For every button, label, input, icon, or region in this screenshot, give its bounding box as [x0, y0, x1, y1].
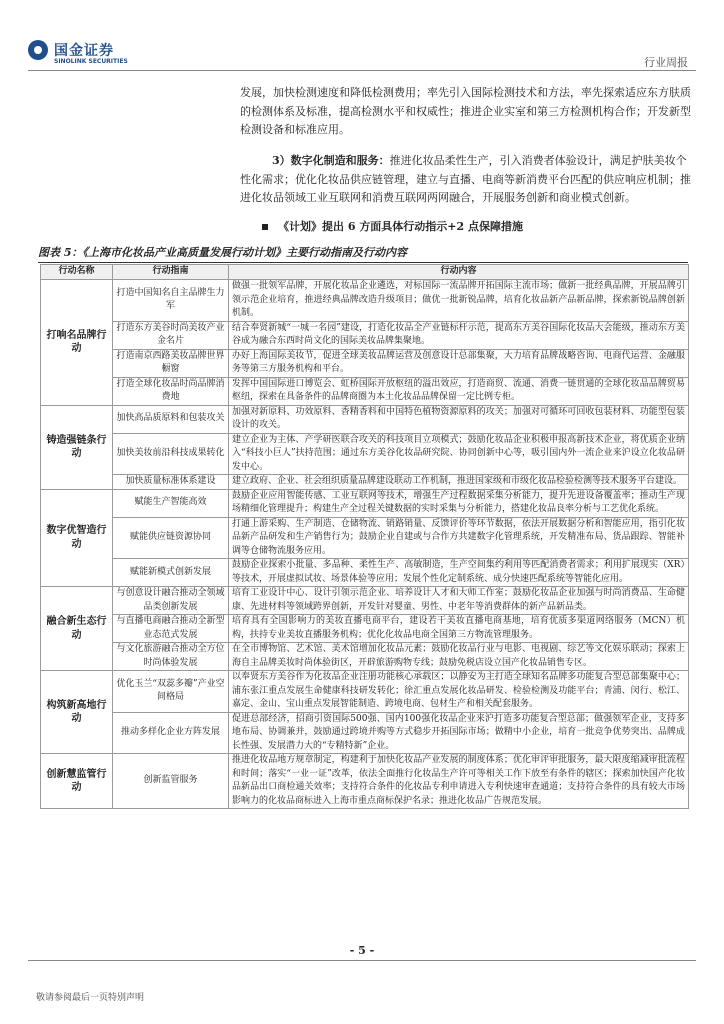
action-category: 构筑新高地行动	[41, 671, 113, 754]
action-category: 融合新生态行动	[41, 587, 113, 671]
action-content: 办好上海国际美妆节，促进全球美妆品牌运营及创意设计总部集聚，大力培育品牌战略咨询、电商代运营、金融服务等第三方服务机构和平台。	[229, 349, 689, 377]
header-divider	[28, 70, 696, 71]
footer-divider	[28, 960, 696, 961]
table-row	[41, 321, 689, 349]
action-content: 打通上游采购、生产制造、仓储物流、销路销量、反馈评价等环节数据，依法开展数据分析和智能应用，指引化妆品新产品研发和生产销售行为；鼓励企业自建或与合作方共建数字化管理系统，开发精准布局、货品跟踪、智能补调等仓储物流服务应用。	[229, 517, 689, 559]
table-header-row	[41, 265, 689, 280]
sinolink-logo-icon	[28, 40, 48, 60]
table-row	[41, 517, 689, 559]
section-bullet-text: 《计划》提出 6 方面具体行动指示+2 点保障措施	[278, 220, 524, 233]
table-row	[41, 433, 689, 475]
action-category: 数字优智造行动	[41, 489, 113, 587]
action-guide: 赋能供应链资源协同	[113, 517, 229, 559]
table-row	[41, 712, 689, 754]
action-content: 以奉贤东方美谷作为化妆品企业注册功能核心承载区；以静安为主打造全球知名品牌多功能复合型总部集聚中心；浦东张江重点发展生命健康科技研发转化；徐汇重点发展化妆品研发、检验检测及功能平台；青浦、闵行、松江、嘉定、金山、宝山重点发展智能制造、跨境电商、包材生产和相关配套服务。	[229, 671, 689, 713]
action-guide: 加快质量标准体系建设	[113, 475, 229, 490]
action-guide: 与文化旅游融合推动全方位时尚体验发展	[113, 643, 229, 671]
action-guide: 加快美妆前沿科技成果转化	[113, 433, 229, 475]
brand-name-cn: 国金证券	[54, 43, 114, 59]
action-category: 铸造强链条行动	[41, 405, 113, 489]
action-guide: 与创意设计融合推动全领域品类创新发展	[113, 587, 229, 615]
action-guide: 优化玉兰“双蕊多瓣”产业空间格局	[113, 671, 229, 713]
header-action-content: 行动内容	[229, 265, 689, 280]
action-content: 做强一批领军品牌，开展化妆品企业遴选，对标国际一流品牌开拓国际主流市场；做新一批经典品牌，开展品牌引领示范企业培育，推进经典品牌改造升级项目；做优一批新锐品牌，培育化妆品新产品新品牌，探索新锐品牌创新机制。	[229, 280, 689, 322]
table-row	[41, 754, 689, 809]
action-guide: 加快高品质原料和包装攻关	[113, 405, 229, 433]
action-content: 培育工业设计中心、设计引领示范企业、培养设计人才和大师工作室；鼓励化妆品企业加强与时尚消费品、生命健康、先进材料等领域跨界创新，开发针对婴童、男性、中老年等消费群体的新产品新品类。	[229, 587, 689, 615]
action-content: 鼓励企业探索小批量、多品种、柔性生产、高敏制造，生产空间集约利用等匹配消费者需求；利用扩展现实（XR）等技术，开展虚拟试妆、场景体验等应用；发展个性化定制系统、成分快速匹配系统等智能化应用。	[229, 559, 689, 587]
page-number: - 5 -	[349, 944, 375, 957]
action-content: 发挥中国国际进口博览会、虹桥国际开放枢纽的溢出效应，打造商贸、流通、消费一链贯通的全球化妆品品牌贸易枢纽，探索在具备条件的品牌商圈为本土化妆品品牌保留一定比例专柜。	[229, 377, 689, 405]
table-row	[41, 587, 689, 615]
disclaimer-note: 敬请参阅最后一页特别声明	[36, 993, 145, 1003]
action-content: 加强对新原料、功效原料、香精香料和中国特色植物资源原料的攻关；加强对可循环可回收包装材料、功能型包装设计的攻关。	[229, 405, 689, 433]
action-guide: 推动多样化企业方阵发展	[113, 712, 229, 754]
table-row	[41, 559, 689, 587]
figure-rule	[38, 262, 688, 263]
action-content: 培育具有全国影响力的美妆直播电商平台，建设若干美妆直播电商基地，培育优质多渠道网络服务（MCN）机构，扶持专业美妆直播服务机构；优化化妆品电商全国第三方物流管理服务。	[229, 615, 689, 643]
paragraph-digital	[240, 152, 692, 208]
square-bullet-icon	[262, 224, 268, 230]
action-guide: 赋能新模式创新发展	[113, 559, 229, 587]
header-action-name: 行动名称	[41, 265, 113, 280]
action-guide: 与直播电商融合推动全新型业态范式发展	[113, 615, 229, 643]
action-plan-table	[40, 264, 689, 809]
table-row	[41, 475, 689, 490]
brand-name-en: SINOLINK SECURITIES	[54, 58, 128, 65]
action-content: 结合奉贤新城“一城一名园”建设，打造化妆品全产业链标杆示范，提高东方美谷国际化妆品大会能级，推动东方美谷成为融合东西时尚文化的国际美妆品牌集聚地。	[229, 321, 689, 349]
action-category: 创新慧监管行动	[41, 754, 113, 809]
table-row	[41, 377, 689, 405]
action-content: 鼓励企业应用智能传感、工业互联网等技术，增强生产过程数据采集分析能力，提升先进设备覆盖率；推动生产现场精细化管理提升；构建生产全过程关键数据的实时采集与分析能力，搭建化妆品良率分析与工艺优化系统。	[229, 489, 689, 517]
section-bullet	[262, 218, 523, 234]
table-row	[41, 405, 689, 433]
paragraph-digital-title: 3）数字化制造和服务：	[272, 154, 390, 167]
table-row	[41, 489, 689, 517]
action-guide: 赋能生产智能高效	[113, 489, 229, 517]
table-row	[41, 643, 689, 671]
header-action-guide: 行动指南	[113, 265, 229, 280]
table-row	[41, 280, 689, 322]
action-category: 打响名品牌行动	[41, 280, 113, 406]
action-content: 建立企业为主体、产学研医联合攻关的科技项目立项模式；鼓励化妆品企业积极申报高新技术企业，将优质企业纳入“科技小巨人”扶持范围；通过东方美谷化妆品研究院、协同创新中心等，吸引国内外一流企业来沪设立化妆品研发中心。	[229, 433, 689, 475]
paragraph-testing: 发展，加快检测速度和降低检测费用；率先引入国际检测技术和方法，率先探索适应东方肤质的检测体系及标准，提高检测水平和权威性；推进企业实室和第三方检测机构合作；开发新型检测设备和标准应用。	[240, 86, 691, 136]
figure-title: 图表 5：《上海市化妆品产业高质量发展行动计划》主要行动指南及行动内容	[38, 246, 407, 259]
action-guide: 打造南京西路美妆品牌世界橱窗	[113, 349, 229, 377]
action-guide: 打造全球化妆品时尚品牌消费地	[113, 377, 229, 405]
table-row	[41, 671, 689, 713]
table-row	[41, 615, 689, 643]
action-guide: 创新监管服务	[113, 754, 229, 809]
action-guide: 打造东方美谷时尚美妆产业金名片	[113, 321, 229, 349]
table-row	[41, 349, 689, 377]
paragraph-digital-body: 推进化妆品柔性生产，引入消费者体验设计，满足护肤美妆个性化需求；优化化妆品供应链管理，建立与直播、电商等新消费平台匹配的供应响应机制；推进化妆品领域工业互联网和消费互联网两网融合，开展服务创新和商业模式创新。	[240, 154, 691, 204]
action-content: 在全市博物馆、艺术馆、美术馆增加化妆品元素；鼓励化妆品行业与电影、电视剧、综艺等文化娱乐联动；探索上海自主品牌美妆时尚体验街区，开辟旅游购物专线；鼓励免税店设立国产化妆品销售专区。	[229, 643, 689, 671]
report-type: 行业周报	[644, 56, 688, 69]
action-guide: 打造中国知名自主品牌生力军	[113, 280, 229, 322]
action-content: 推进化妆品地方规章制定，构建利于加快化妆品产业发展的制度体系；优化审评审批服务，最大限度缩减审批流程和时间；落实“一业一证”改革，依法全面推行化妆品生产许可等相关工作下放至有条件的辖区；探索加快国产化妆品新品出口商检通关效率；支持符合条件的化妆品专利申请进入专利快速审查通道；支持符合条件的具有较大市场影响力的化妆品商标进入上海市重点商标保护名录；推进化妆品广告规范发展。	[229, 754, 689, 809]
action-content: 建立政府、企业、社会组织质量品牌建设联动工作机制，推进国家级和市级化妆品检验检测等技术服务平台建设。	[229, 475, 689, 490]
page-header	[0, 0, 724, 68]
action-content: 促进总部经济，招商引资国际500强、国内100强化妆品企业来沪打造多功能复合型总部；做强领军企业，支持多地布局、协调兼并，鼓励通过跨境并购等方式稳步开拓国际市场；做精中小企业，培育一批竞争优势突出、品牌成长性强、发展潜力大的“专精特新”企业。	[229, 712, 689, 754]
